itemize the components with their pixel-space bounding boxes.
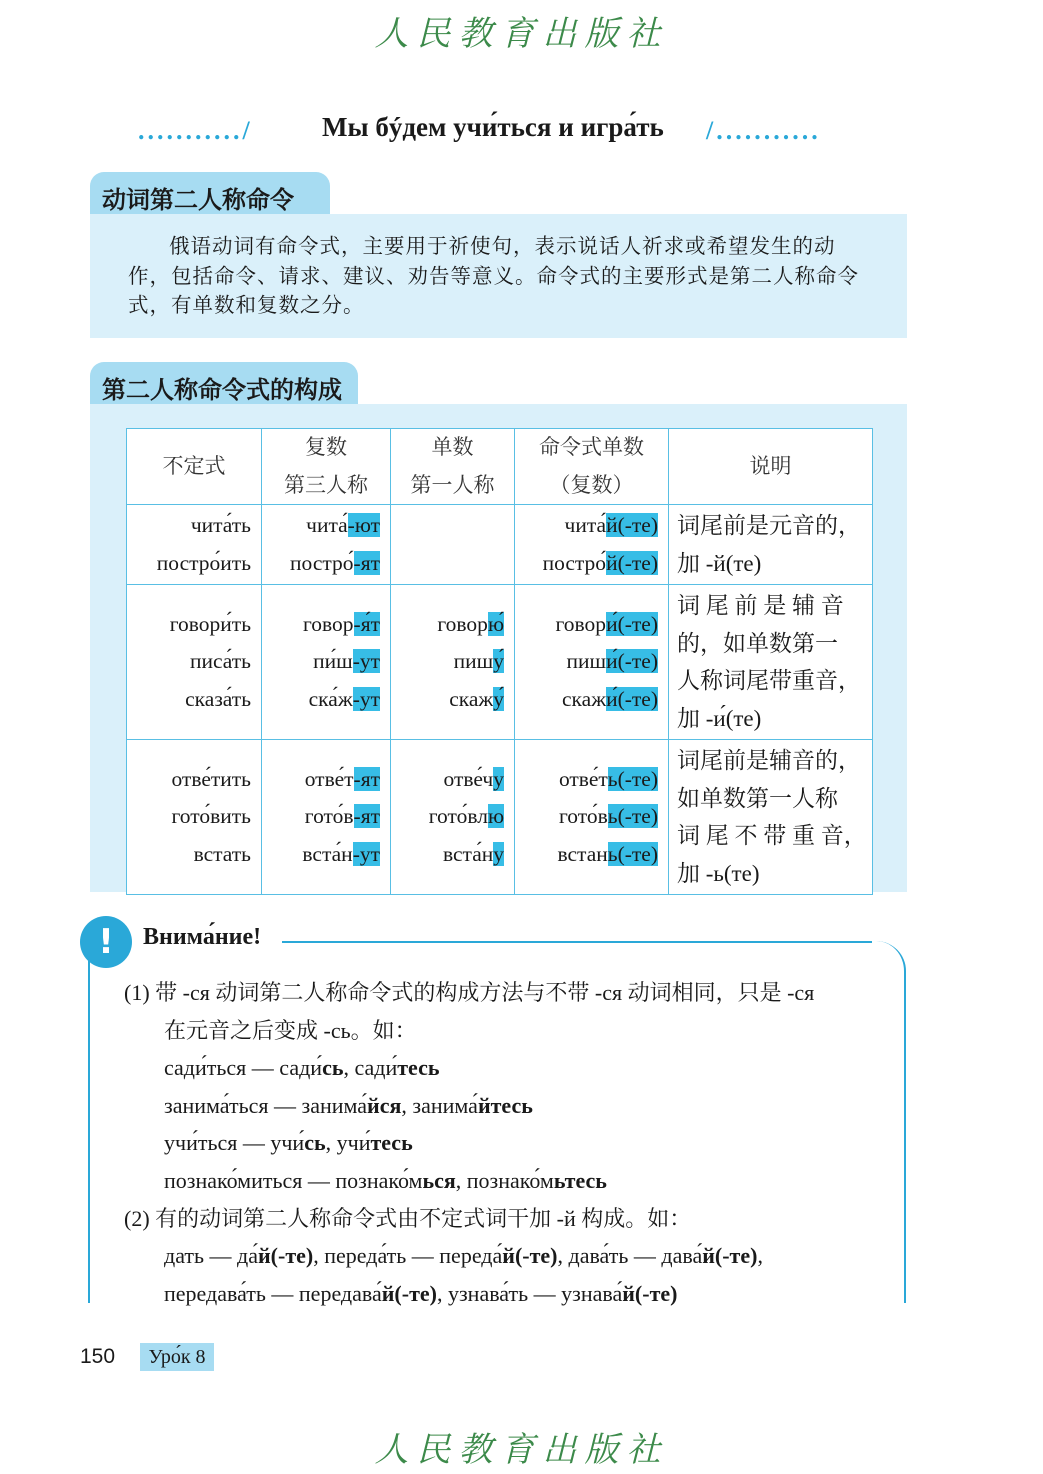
attention-title: Внима́ние! <box>143 924 262 950</box>
cell-plural-3rd <box>262 585 391 740</box>
attention-p2-line1: (2) 有的动词第二人称命令式由不定式词干加 -й 构成。如： <box>124 1205 692 1231</box>
attention-example: занима́ться — занима́йся, занима́йтесь <box>164 1092 533 1118</box>
infinitive-word: постро́ить <box>156 550 251 575</box>
infinitive-word: отве́тить <box>171 766 251 791</box>
plural-form: постро́-ят <box>290 550 380 575</box>
publisher-logo-top: 人民教育出版社 <box>374 14 669 54</box>
table-row <box>127 505 873 585</box>
cell-plural-3rd <box>262 740 391 895</box>
plural-form: чита́-ют <box>306 513 380 537</box>
cell-singular-1st <box>391 740 515 895</box>
table-header-row <box>127 429 873 505</box>
plural-form: гото́в-ят <box>304 804 380 829</box>
infinitive-word: гото́вить <box>171 804 251 829</box>
header-infinitive: 不定式 <box>127 429 262 505</box>
note-line: 词尾前是元音的， <box>677 513 861 538</box>
cell-singular-1st <box>391 585 515 740</box>
box2-heading: 第二人称命令式的构成 <box>90 362 358 408</box>
attention-example: сади́ться — сади́сь, сади́тесь <box>164 1055 440 1081</box>
header-singular-1st: 单数 第一人称 <box>391 429 515 505</box>
singular-form: скажу́ <box>449 686 504 711</box>
imperative-form: говори́(-те) <box>555 611 658 636</box>
plural-form: ска́ж-ут <box>308 686 380 711</box>
imperative-form: постро́й(-те) <box>542 550 658 575</box>
imperative-form: встань(-те) <box>557 841 658 866</box>
cell-imperative <box>515 585 669 740</box>
plural-form: пи́ш-ут <box>313 649 380 674</box>
note-line: 词 尾 不 带 重 音， <box>677 823 867 848</box>
note-line: 词尾前是辅音的， <box>677 748 861 773</box>
attention-rule <box>282 941 872 943</box>
infinitive-word: писа́ть <box>189 649 251 674</box>
cell-note <box>669 740 873 895</box>
singular-form: гото́влю <box>428 804 504 829</box>
exclamation-icon: ! <box>80 916 132 968</box>
imperative-form: пиши́(-те) <box>566 649 658 674</box>
title-dots-right: /........... <box>706 116 821 145</box>
cell-infinitive <box>127 740 262 895</box>
table-row <box>127 740 873 895</box>
singular-form <box>391 545 504 583</box>
infinitive-word: чита́ть <box>190 513 251 537</box>
section-title: Мы бýдем учи́ться и игра́ть <box>322 112 664 142</box>
header-imperative: 命令式单数 （复数） <box>515 429 669 505</box>
infinitive-word: встать <box>193 841 251 866</box>
page-number: 150 <box>80 1345 116 1368</box>
plural-form: отве́т-ят <box>304 766 380 791</box>
note-line: 的，如单数第一 <box>677 630 838 656</box>
imperative-form: скажи́(-те) <box>562 686 658 711</box>
cell-note <box>669 505 873 585</box>
note-line: 加 -и́(те) <box>677 705 762 731</box>
singular-form: вста́ну <box>442 841 504 866</box>
imperative-form: гото́вь(-те) <box>559 804 658 829</box>
lesson-badge: Уро́к 8 <box>140 1343 214 1371</box>
box1-text: 俄语动词有命令式，主要用于祈使句，表示说话人祈求或希望发生的动作，包括命令、请求、建议、劝告等意义。命令式的主要形式是第二人称命令式，有单数和复数之分。 <box>128 234 859 317</box>
cell-infinitive <box>127 585 262 740</box>
plural-form: вста́н-ут <box>302 841 380 866</box>
attention-p1-line1: (1) 带 -ся 动词第二人称命令式的构成方法与不带 -ся 动词相同，只是 -ся <box>124 980 815 1005</box>
title-dots-left: .........../ <box>138 116 253 145</box>
publisher-logo-bottom: 人民教育出版社 <box>374 1430 669 1470</box>
note-line: 加 -й(те) <box>677 550 762 576</box>
box1-heading: 动词第二人称命令 <box>90 172 330 218</box>
attention-example: познако́миться — познако́мься, познако́мьтесь <box>164 1167 607 1193</box>
cell-imperative <box>515 740 669 895</box>
note-line: 词 尾 前 是 辅 音 <box>677 593 844 618</box>
attention-body <box>124 974 894 1312</box>
note-line: 人称词尾带重音， <box>677 668 861 693</box>
infinitive-word: сказа́ть <box>185 686 251 711</box>
note-line: 加 -ь(те) <box>677 860 760 886</box>
infinitive-word: говори́ть <box>169 611 251 636</box>
cell-singular-1st <box>391 505 515 585</box>
attention-p1-line2: 在元音之后变成 -сь。如： <box>164 1017 417 1043</box>
singular-form <box>391 507 504 545</box>
cell-imperative <box>515 505 669 585</box>
imperative-form: чита́й(-те) <box>564 513 658 537</box>
cell-note <box>669 585 873 740</box>
attention-p2-examples-line1: дать — да́й(-те), переда́ть — переда́й(-те), дава́ть — дава́й(-те), <box>164 1243 763 1269</box>
singular-form: отве́чу <box>443 766 504 791</box>
attention-p2-examples-line2: передава́ть — передава́й(-те), узнава́ть — узнава́й(-те) <box>164 1280 678 1306</box>
attention-example: учи́ться — учи́сь, учи́тесь <box>164 1130 413 1156</box>
header-plural-3rd: 复数 第三人称 <box>262 429 391 505</box>
imperative-form: отве́ть(-те) <box>558 766 658 791</box>
cell-plural-3rd <box>262 505 391 585</box>
singular-form: говорю́ <box>437 611 504 636</box>
header-note: 说明 <box>669 429 873 505</box>
box1-panel <box>90 214 907 338</box>
table-row <box>127 585 873 740</box>
section-title-row <box>0 108 1043 152</box>
note-line: 如单数第一人称 <box>677 785 838 811</box>
imperative-table <box>126 428 873 895</box>
singular-form: пишу́ <box>453 649 504 674</box>
cell-infinitive <box>127 505 262 585</box>
plural-form: говор-я́т <box>303 611 380 636</box>
